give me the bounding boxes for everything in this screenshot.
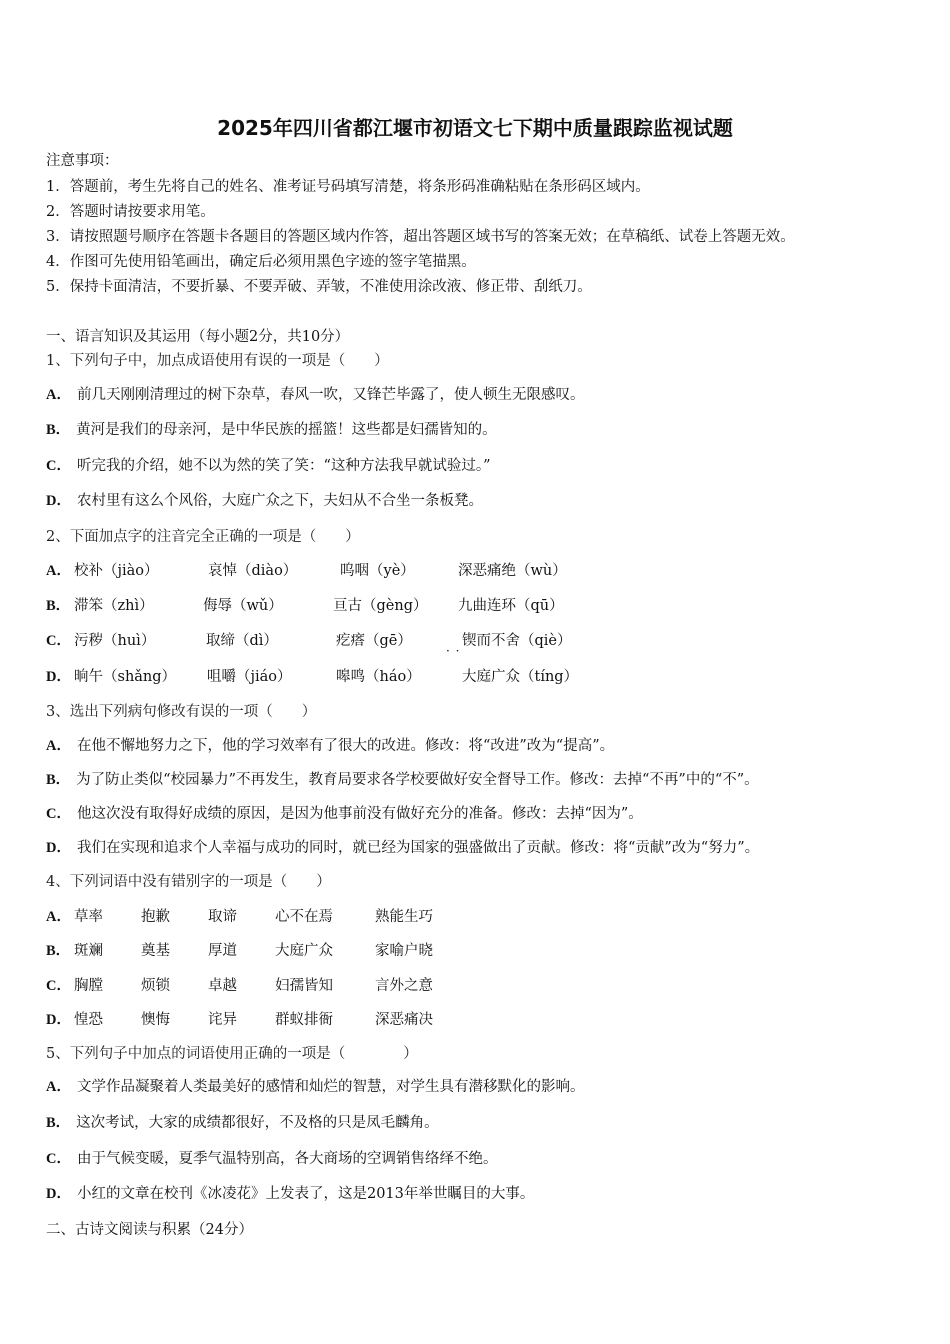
question-stem: 2、下面加点字的注音完全正确的一项是（ ）: [46, 529, 360, 545]
notice-item: 3．请按照题号顺序在答题卡各题目的答题区域内作答，超出答题区域书写的答案无效；在草稿纸、试卷上答题无效。: [46, 229, 795, 245]
option-d: [46, 1185, 534, 1203]
option-cell: 污秽（huì）: [74, 633, 156, 649]
option-letter: C．: [46, 633, 71, 649]
option-cell: 亘古（gèng）: [333, 598, 428, 614]
option-c: [46, 805, 643, 823]
option-letter: D．: [46, 1012, 71, 1028]
option-cell: 大庭广众: [275, 943, 333, 959]
option-cell: 卓越: [208, 978, 237, 994]
option-letter: C．: [46, 458, 71, 474]
option-cell: 呜咽（yè）: [340, 563, 415, 579]
notice-item: 2．答题时请按要求用笔。: [46, 204, 215, 220]
option-text: 文学作品凝聚着人类最美好的感情和灿烂的智慧，对学生具有潜移默化的影响。: [76, 1079, 585, 1095]
option-cell: 咀嚼（jiáo）: [207, 669, 292, 685]
option-letter: C．: [46, 806, 71, 822]
option-text: 听完我的介绍，她不以为然的笑了笑：“这种方法我早就试验过。”: [76, 458, 491, 474]
option-letter: D．: [46, 669, 71, 685]
option-cell: 晌午（shǎng）: [74, 669, 177, 685]
option-letter: D．: [46, 840, 71, 856]
option-cell: 抱歉: [141, 909, 170, 925]
option-letter: C．: [46, 978, 71, 994]
page-title: 2025年四川省都江堰市初语文七下期中质量跟踪监视试题: [217, 116, 733, 140]
option-d: [46, 492, 483, 510]
option-letter: B．: [46, 422, 71, 438]
option-text: 为了防止类似“校园暴力”不再发生，教育局要求各学校要做好安全督导工作。修改：去掉“不再”中的“不”。: [76, 772, 759, 788]
section-heading: 一、语言知识及其运用（每小题2分，共10分）: [46, 329, 350, 345]
option-a: [46, 386, 584, 404]
option-cell: 侮辱（wǔ）: [203, 598, 283, 614]
option-c: [46, 457, 491, 475]
option-letter: B．: [46, 1115, 71, 1131]
option-cell: 群蚁排衙: [275, 1012, 333, 1028]
option-cell: 厚道: [208, 943, 237, 959]
question-stem: 5、下列句子中加点的词语使用正确的一项是（ ）: [46, 1046, 418, 1062]
option-cell: 熟能生巧: [375, 909, 433, 925]
option-cell: 心不在焉: [275, 909, 333, 925]
notice-item: 1．答题前，考生先将自己的姓名、准考证号码填写清楚，将条形码准确粘贴在条形码区域内。: [46, 179, 650, 195]
option-cell: 九曲连环（qū）: [458, 598, 564, 614]
option-text: 农村里有这么个风俗，大庭广众之下，夫妇从不合坐一条板凳。: [76, 493, 483, 509]
option-letter: D．: [46, 1186, 71, 1202]
option-text: 前几天刚刚清理过的树下杂草，春风一吹，又锋芒毕露了，使人顿生无限感叹。: [76, 387, 585, 403]
option-cell: 疙瘩（gē）: [336, 633, 412, 649]
option-cell: 校补（jiào）: [74, 563, 159, 579]
option-cell: 懊悔: [141, 1012, 170, 1028]
option-c: [46, 1150, 497, 1168]
option-cell: 滞笨（zhì）: [74, 598, 154, 614]
notice-item: 4．作图可先使用铅笔画出，确定后必须用黑色字迹的签字笔描黑。: [46, 254, 476, 270]
option-b: [46, 421, 497, 439]
option-letter: A．: [46, 563, 71, 579]
option-cell: 取缔（dì）: [206, 633, 278, 649]
notice-heading: 注意事项：: [46, 153, 119, 169]
option-letter: A．: [46, 1079, 71, 1095]
option-text: 在他不懈地努力之下，他的学习效率有了很大的改进。修改：将“改进”改为“提高”。: [76, 738, 615, 754]
option-cell: 深恶痛绝（wù）: [458, 563, 567, 579]
option-letter: B．: [46, 943, 71, 959]
option-cell: 取谛: [208, 909, 237, 925]
option-letter: B．: [46, 772, 71, 788]
question-stem: 1、下列句子中，加点成语使用有误的一项是（ ）: [46, 353, 389, 369]
option-letter: A．: [46, 909, 71, 925]
option-cell: 言外之意: [375, 978, 433, 994]
option-cell: 斑斓: [74, 943, 103, 959]
option-cell: 大庭广众（tíng）: [462, 669, 579, 685]
option-b: [46, 1114, 439, 1132]
option-cell: 奠基: [141, 943, 170, 959]
option-letter: D．: [46, 493, 71, 509]
option-text: 由于气候变暖，夏季气温特别高，各大商场的空调销售络绎不绝。: [76, 1151, 498, 1167]
option-letter: C．: [46, 1151, 71, 1167]
option-cell: 嗥鸣（háo）: [336, 669, 421, 685]
notice-item: 5．保持卡面清洁，不要折暴、不要弄破、弄皱，不准使用涂改液、修正带、刮纸刀。: [46, 279, 592, 295]
emphasis-dots: · ·: [446, 644, 461, 658]
option-text: 小红的文章在校刊《冰凌花》上发表了，这是2013年举世瞩目的大事。: [76, 1186, 535, 1202]
option-a: [46, 737, 614, 755]
option-cell: 哀悼（diào）: [208, 563, 298, 579]
option-cell: 深恶痛决: [375, 1012, 433, 1028]
question-stem: 4、下列词语中没有错别字的一项是（ ）: [46, 874, 331, 890]
option-b: [46, 771, 759, 789]
option-text: 我们在实现和追求个人幸福与成功的同时，就已经为国家的强盛做出了贡献。修改：将“贡献”改为“努力”。: [76, 840, 760, 856]
option-cell: 烦锁: [141, 978, 170, 994]
option-cell: 锲而不舍（qiè）: [462, 633, 572, 649]
option-d: [46, 839, 759, 857]
option-letter: A．: [46, 387, 71, 403]
option-text: 他这次没有取得好成绩的原因，是因为他事前没有做好充分的准备。修改：去掉“因为”。: [76, 806, 643, 822]
option-cell: 家喻户晓: [375, 943, 433, 959]
option-cell: 草率: [74, 909, 103, 925]
option-cell: 惶恐: [74, 1012, 103, 1028]
section-heading: 二、古诗文阅读与积累（24分）: [46, 1222, 253, 1238]
option-cell: 诧异: [208, 1012, 237, 1028]
option-text: 这次考试，大家的成绩都很好，不及格的只是凤毛麟角。: [76, 1115, 439, 1131]
option-text: 黄河是我们的母亲河，是中华民族的摇篮！这些都是妇孺皆知的。: [76, 422, 497, 438]
option-letter: B．: [46, 598, 71, 614]
option-a: [46, 1078, 584, 1096]
option-cell: 胸膛: [74, 978, 103, 994]
option-letter: A．: [46, 738, 71, 754]
option-cell: 妇孺皆知: [275, 978, 333, 994]
question-stem: 3、选出下列病句修改有误的一项（ ）: [46, 704, 317, 720]
